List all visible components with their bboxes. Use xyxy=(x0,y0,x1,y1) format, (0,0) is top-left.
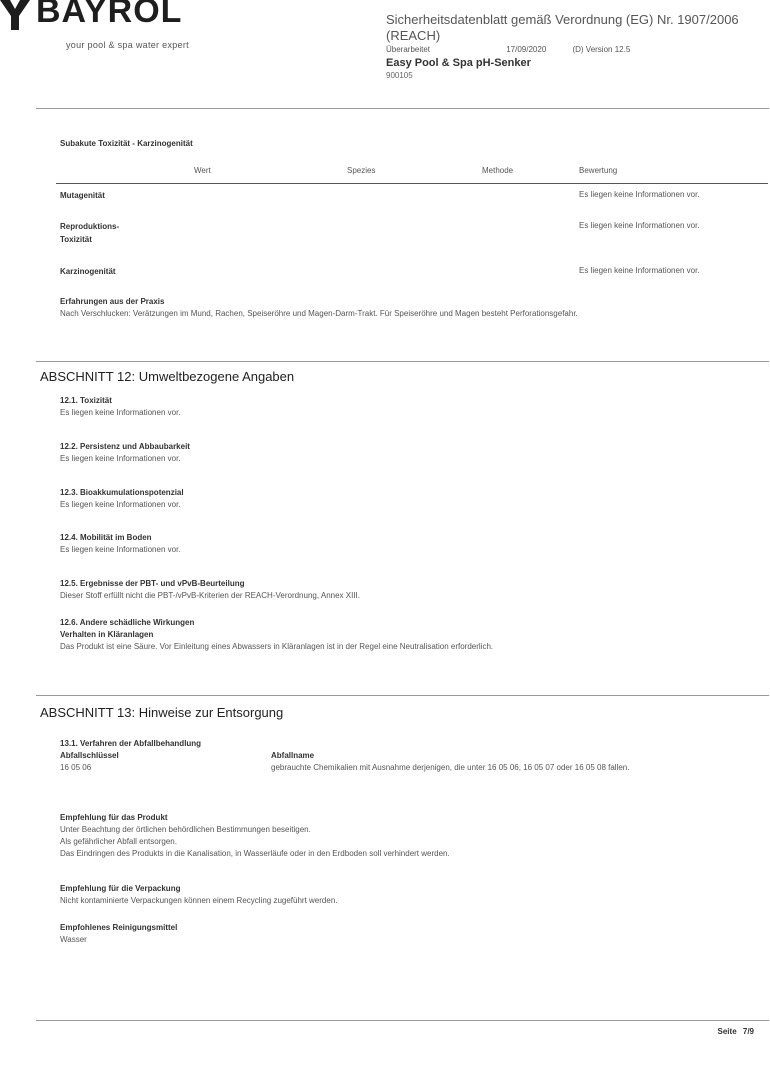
section-12-5-text: Dieser Stoff erfüllt nicht die PBT-/vPvB-Kriterien der REACH-Verordnung, Annex XIII. xyxy=(60,591,360,600)
document-version: (D) Version 12.5 xyxy=(572,45,631,54)
waste-name-value: gebrauchte Chemikalien mit Ausnahme derjenigen, die unter 16 05 06, 16 05 07 oder 16 05 08 fallen. xyxy=(271,763,630,772)
section-12-4 xyxy=(60,532,740,556)
procedure-title: 13.1. Verfahren der Abfallbehandlung xyxy=(60,739,202,748)
section-13-heading: ABSCHNITT 13: Hinweise zur Entsorgung xyxy=(40,705,284,720)
column-header-method: Methode xyxy=(482,166,514,175)
section-12-2 xyxy=(60,441,740,465)
row-label-carcinogenicity: Karzinogenität xyxy=(60,267,116,276)
section-12-6-subtitle: Verhalten in Kläranlagen xyxy=(60,630,154,639)
column-header-species: Spezies xyxy=(347,166,376,175)
row-value-mutagenicity: Es liegen keine Informationen vor. xyxy=(579,190,700,199)
packaging-recommendation xyxy=(60,883,740,907)
section-12-3 xyxy=(60,487,740,511)
section-12-6-text: Das Produkt ist eine Säure. Vor Einleitung eines Abwassers in Kläranlagen ist in der Regel eine Neutralisation erforderlich. xyxy=(60,642,494,651)
section-12-5-title: 12.5. Ergebnisse der PBT- und vPvB-Beurteilung xyxy=(60,579,245,588)
waste-key-value: 16 05 06 xyxy=(60,763,92,772)
waste-key-column xyxy=(60,750,260,774)
row-value-carcinogenicity: Es liegen keine Informationen vor. xyxy=(579,266,700,275)
packaging-recommendation-title: Empfehlung für die Verpackung xyxy=(60,884,181,893)
toxicity-title: Subakute Toxizität - Karzinogenität xyxy=(60,139,193,148)
section-12-1 xyxy=(60,395,740,419)
cleaning-agent xyxy=(60,922,740,946)
document-header xyxy=(386,12,766,80)
document-title: Sicherheitsdatenblatt gemäß Verordnung (EG) Nr. 1907/2006 (REACH) xyxy=(386,12,739,43)
revised-date: 17/09/2020 xyxy=(506,45,547,54)
document-meta xyxy=(386,45,766,54)
section-divider xyxy=(36,361,769,362)
section-12-2-title: 12.2. Persistenz und Abbaubarkeit xyxy=(60,442,190,451)
product-recommendation xyxy=(60,812,740,860)
waste-key-label: Abfallschlüssel xyxy=(60,751,119,760)
section-12-1-title: 12.1. Toxizität xyxy=(60,396,112,405)
logo-wordmark: BAYROL xyxy=(36,0,183,30)
header-divider xyxy=(36,108,769,109)
page-number: 7/9 xyxy=(742,1027,754,1036)
practice-experience xyxy=(60,296,740,320)
footer-divider xyxy=(36,1020,769,1021)
section-13-1-title xyxy=(60,738,740,750)
column-header-assessment: Bewertung xyxy=(579,166,618,175)
logo-tagline: your pool & spa water expert xyxy=(66,40,189,50)
column-header-value: Wert xyxy=(194,166,211,175)
practice-text: Nach Verschlucken: Verätzungen im Mund, Rachen, Speiseröhre und Magen-Darm-Trakt. Für Speiseröhre und Magen besteht Perforationsgefahr. xyxy=(60,309,578,318)
company-logo xyxy=(0,0,260,60)
product-number: 900105 xyxy=(386,71,413,80)
row-label-mutagenicity: Mutagenität xyxy=(60,191,105,200)
packaging-recommendation-text: Nicht kontaminierte Verpackungen können einem Recycling zugeführt werden. xyxy=(60,896,338,905)
section-12-6-title: 12.6. Andere schädliche Wirkungen xyxy=(60,618,195,627)
section-12-4-text: Es liegen keine Informationen vor. xyxy=(60,545,181,554)
section-12-3-text: Es liegen keine Informationen vor. xyxy=(60,500,181,509)
section-12-2-text: Es liegen keine Informationen vor. xyxy=(60,454,181,463)
row-label-reproductive-toxicity: Reproduktions- Toxizität xyxy=(60,222,120,244)
page-label: Seite xyxy=(717,1027,737,1036)
bayrol-logo-icon xyxy=(0,0,30,30)
table-header-divider xyxy=(56,183,768,184)
product-recommendation-line: Unter Beachtung der örtlichen behördlichen Bestimmungen beseitigen. xyxy=(60,825,311,834)
practice-title: Erfahrungen aus der Praxis xyxy=(60,297,165,306)
section-12-6 xyxy=(60,617,740,653)
revised-label: Überarbeitet xyxy=(386,45,431,54)
product-name: Easy Pool & Spa pH-Senker xyxy=(386,57,531,69)
page-indicator xyxy=(714,1027,754,1036)
product-recommendation-line: Als gefährlicher Abfall entsorgen. xyxy=(60,837,177,846)
waste-name-label: Abfallname xyxy=(271,751,315,760)
cleaning-agent-title: Empfohlenes Reinigungsmittel xyxy=(60,923,178,932)
cleaning-agent-text: Wasser xyxy=(60,935,87,944)
section-12-5 xyxy=(60,578,740,602)
section-12-heading: ABSCHNITT 12: Umweltbezogene Angaben xyxy=(40,369,295,384)
section-12-4-title: 12.4. Mobilität im Boden xyxy=(60,533,152,542)
product-recommendation-line: Das Eindringen des Produkts in die Kanalisation, in Wasserläufe oder in den Erdboden soll verhindert werden. xyxy=(60,849,450,858)
row-value-reproductive-toxicity: Es liegen keine Informationen vor. xyxy=(579,221,700,230)
waste-name-column xyxy=(271,750,741,774)
section-12-3-title: 12.3. Bioakkumulationspotenzial xyxy=(60,488,184,497)
section-divider xyxy=(36,695,769,696)
section-12-1-text: Es liegen keine Informationen vor. xyxy=(60,408,181,417)
product-recommendation-title: Empfehlung für das Produkt xyxy=(60,813,168,822)
